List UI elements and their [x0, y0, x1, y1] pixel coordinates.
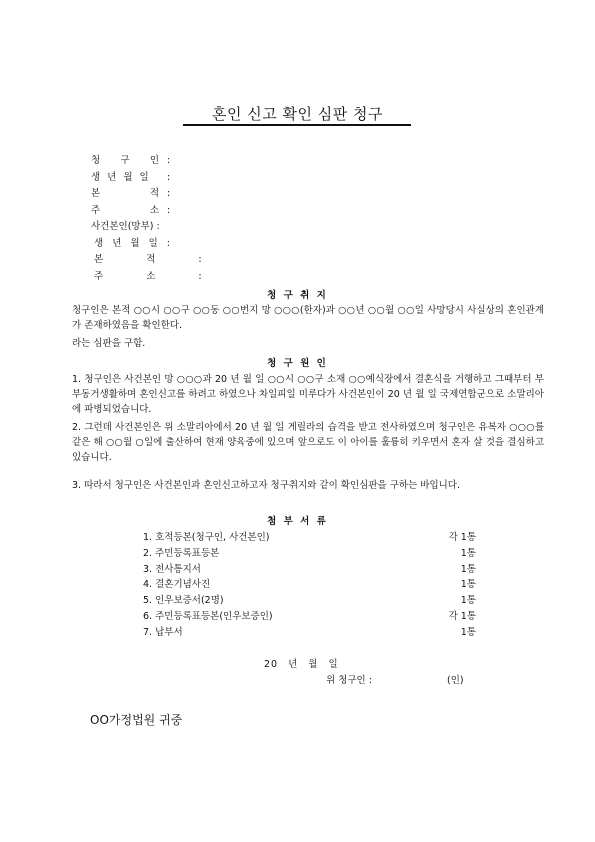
list-item: 4. 결혼기념사진 1통 [143, 579, 476, 591]
deceased-address-label: 주 소 : [94, 270, 202, 282]
deceased-birth-row [91, 236, 202, 253]
domicile-row: 본 적 : [91, 186, 202, 203]
claimant-row: 청 구 인 : [91, 153, 202, 170]
birth-label: 생년월일 [91, 171, 156, 183]
title-underline [183, 124, 411, 126]
claimant-label: 청 구 인 [91, 155, 159, 166]
list-item: 5. 인우보증서(2명) 1통 [143, 595, 476, 607]
signer-label: 위 청구인 : [326, 675, 372, 686]
list-item: 7. 납부서 1통 [143, 626, 476, 638]
list-item: 1. 호적등본(청구인, 사건본인) 각 1통 [143, 532, 476, 543]
deceased-domicile-row [91, 252, 202, 269]
purpose-tail: 라는 심판을 구함. [72, 338, 146, 349]
purpose-heading: 청 구 취 지 [267, 290, 328, 301]
birth-row: 생년월일 : [91, 170, 202, 187]
deceased-row [91, 219, 202, 236]
deceased-domicile-label: 본 적 : [94, 254, 202, 265]
deceased-address-row [91, 269, 202, 286]
attachments-heading: 첨 부 서 류 [267, 516, 328, 527]
deceased-label: 사건본인(망부) : [91, 221, 160, 232]
document-title: 혼인 신고 확인 심판 청구 [212, 105, 383, 123]
filing-date: 20 년 월 일 [264, 659, 339, 670]
court-addressee: OO가정법원 귀중 [90, 713, 183, 727]
list-item: 3. 전사통지서 1통 [143, 563, 476, 575]
seal-mark: (인) [447, 675, 464, 686]
party-info-block [91, 153, 202, 285]
attachments-list [143, 530, 476, 641]
address-label: 주 소 [91, 204, 159, 216]
deceased-birth-label: 생 년 월 일 : [94, 237, 173, 249]
address-row: 주 소 : [91, 203, 202, 220]
cause-heading: 청 구 원 인 [267, 358, 328, 369]
list-item: 2. 주민등록표등본 1통 [143, 547, 476, 559]
cause-paragraph-2: 2. 그런데 사건본인은 위 소말리아에서 20 년 월 일 게릴라의 습격을 받고 전사하였으며 청구인은 유복자 ○○○를 같은 해 ○○월 ○일에 출산하여 현재 양육중에 있으며 앞으로도 이 아이를 훌륭히 키우면서 혼자 살 것을 결심하고 있습니다. [72, 422, 544, 464]
purpose-text: 청구인은 본적 ○○시 ○○구 ○○동 ○○번지 망 ○○○(한자)과 ○○년 ○○월 ○○일 사망당시 사실상의 혼인관계가 존재하였음을 확인한다. [72, 305, 544, 332]
list-item: 6. 주민등록표등본(인우보증인) 각 1통 [143, 610, 476, 622]
cause-paragraph-1: 1. 청구인은 사건본인 망 ○○○과 20 년 월 일 ○○시 ○○구 소재 ○○예식장에서 결혼식을 거행하고 그때부터 부부동거생활하며 혼인신고를 하려고 하였으나 차일피일 미루다가 사건본인이 20 년 월 일 국제연합군으로 소말리아에 파병되었습니다. [72, 374, 544, 416]
cause-paragraph-3: 3. 따라서 청구인은 사건본인과 혼인신고하고자 청구취지와 같이 확인심판을 구하는 바입니다. [72, 480, 460, 491]
domicile-label: 본 적 [91, 188, 159, 199]
